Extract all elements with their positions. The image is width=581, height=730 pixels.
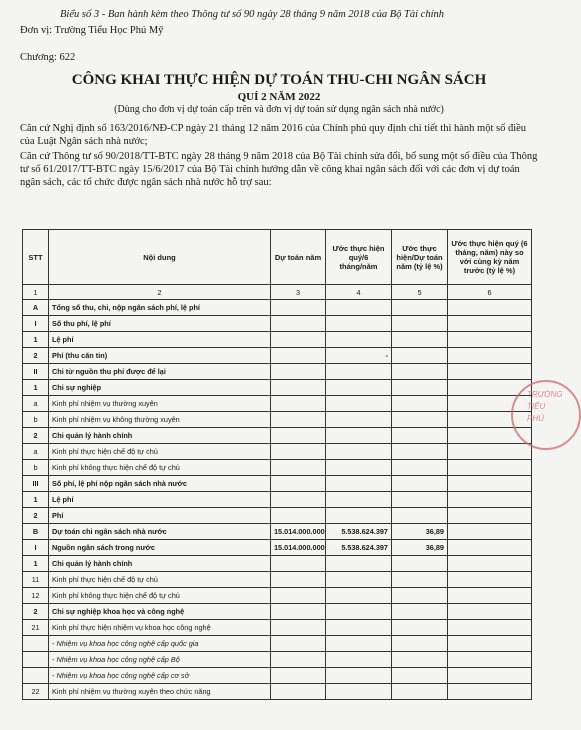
row-ratio-cell <box>392 412 448 428</box>
row-actual-cell <box>326 636 392 652</box>
official-stamp <box>511 380 581 450</box>
row-estimate-cell <box>271 460 326 476</box>
row-estimate-cell <box>271 620 326 636</box>
row-yoy-cell <box>448 492 532 508</box>
row-content-cell: Phí <box>49 508 271 524</box>
row-content-cell: Lệ phí <box>49 332 271 348</box>
row-actual-cell <box>326 620 392 636</box>
row-ratio-cell <box>392 636 448 652</box>
row-yoy-cell <box>448 444 532 460</box>
row-estimate-cell <box>271 556 326 572</box>
row-estimate-cell: 15.014.000.000 <box>271 540 326 556</box>
row-content-cell: Kinh phí nhiệm vụ không thường xuyên <box>49 412 271 428</box>
row-content-cell: Chi sự nghiệp <box>49 380 271 396</box>
row-yoy-cell <box>448 652 532 668</box>
row-actual-cell <box>326 684 392 700</box>
col-header-estimate: Dự toán năm <box>271 230 326 285</box>
row-stt-cell: b <box>23 460 49 476</box>
table-row <box>23 492 532 508</box>
row-content-cell: Chi quản lý hành chính <box>49 428 271 444</box>
row-estimate-cell <box>271 636 326 652</box>
col-header-ratio: Ước thực hiện/Dự toán năm (tỷ lệ %) <box>392 230 448 285</box>
row-yoy-cell <box>448 348 532 364</box>
form-note: Biểu số 3 - Ban hành kèm theo Thông tư số 90 ngày 28 tháng 9 năm 2018 của Bộ Tài chính <box>60 9 444 20</box>
row-ratio-cell <box>392 508 448 524</box>
row-content-cell: Kinh phí nhiệm vụ thường xuyên <box>49 396 271 412</box>
chapter-number: Chương: 622 <box>20 52 76 63</box>
table-row <box>23 668 532 684</box>
row-content-cell: Số phí, lệ phí nộp ngân sách nhà nước <box>49 476 271 492</box>
row-estimate-cell <box>271 300 326 316</box>
row-stt-cell: III <box>23 476 49 492</box>
row-ratio-cell: 36,89 <box>392 524 448 540</box>
row-stt-cell: a <box>23 444 49 460</box>
row-ratio-cell <box>392 364 448 380</box>
row-estimate-cell <box>271 668 326 684</box>
row-estimate-cell <box>271 412 326 428</box>
row-stt-cell <box>23 652 49 668</box>
index-cell: 3 <box>271 285 326 300</box>
row-actual-cell <box>326 492 392 508</box>
row-yoy-cell <box>448 316 532 332</box>
row-actual-cell <box>326 652 392 668</box>
row-stt-cell: 2 <box>23 348 49 364</box>
row-yoy-cell <box>448 556 532 572</box>
row-stt-cell: 2 <box>23 508 49 524</box>
row-content-cell: Kinh phí thực hiện chế độ tự chủ <box>49 444 271 460</box>
row-ratio-cell <box>392 444 448 460</box>
row-estimate-cell <box>271 380 326 396</box>
index-cell: 1 <box>23 285 49 300</box>
table-row <box>23 300 532 316</box>
row-stt-cell: 2 <box>23 428 49 444</box>
row-ratio-cell <box>392 332 448 348</box>
row-ratio-cell <box>392 588 448 604</box>
row-content-cell: Kinh phí nhiệm vụ thường xuyên theo chức năng <box>49 684 271 700</box>
row-ratio-cell <box>392 300 448 316</box>
row-ratio-cell <box>392 620 448 636</box>
stamp-text: PHÚ <box>527 414 544 423</box>
row-content-cell: - Nhiệm vụ khoa học công nghệ cấp quốc gia <box>49 636 271 652</box>
row-ratio-cell <box>392 652 448 668</box>
table-row <box>23 556 532 572</box>
row-ratio-cell <box>392 604 448 620</box>
index-cell: 6 <box>448 285 532 300</box>
row-estimate-cell <box>271 476 326 492</box>
row-content-cell: - Nhiệm vụ khoa học công nghệ cấp cơ sở <box>49 668 271 684</box>
column-index-row <box>23 285 532 300</box>
table-row <box>23 380 532 396</box>
row-yoy-cell <box>448 572 532 588</box>
row-ratio-cell <box>392 556 448 572</box>
row-ratio-cell <box>392 348 448 364</box>
table-row <box>23 652 532 668</box>
index-cell: 5 <box>392 285 448 300</box>
table-header-row <box>23 230 532 285</box>
row-ratio-cell <box>392 460 448 476</box>
table-row <box>23 524 532 540</box>
row-actual-cell <box>326 444 392 460</box>
document-subtitle: QUÍ 2 NĂM 2022 <box>237 91 321 103</box>
row-estimate-cell <box>271 588 326 604</box>
row-stt-cell: 11 <box>23 572 49 588</box>
document-title: CÔNG KHAI THỰC HIỆN DỰ TOÁN THU-CHI NGÂN SÁCH <box>71 72 487 88</box>
row-stt-cell: 1 <box>23 332 49 348</box>
row-stt-cell: 1 <box>23 492 49 508</box>
scope-note: (Dùng cho đơn vị dự toán cấp trên và đơn vị dự toán sử dụng ngân sách nhà nước) <box>114 104 444 115</box>
row-ratio-cell <box>392 380 448 396</box>
row-content-cell: Chi từ nguồn thu phí được để lại <box>49 364 271 380</box>
row-content-cell: Lệ phí <box>49 492 271 508</box>
row-estimate-cell <box>271 364 326 380</box>
legal-basis-2: Căn cứ Thông tư số 90/2018/TT-BTC ngày 28 tháng 9 năm 2018 của Bộ Tài chính sửa đổi, bổ sung một số điều của Thông tư số 61/2017/TT-BTC ngày 15/6/2017 của Bộ Tài chính hướng dẫn về công khai ngân sách đối với các đơn vị dự toán ngân sách, các tổ chức được ngân sách nhà nước hỗ trợ sau: <box>20 151 538 188</box>
row-actual-cell <box>326 396 392 412</box>
row-actual-cell <box>326 604 392 620</box>
table-row <box>23 316 532 332</box>
row-actual-cell <box>326 668 392 684</box>
row-stt-cell: 12 <box>23 588 49 604</box>
col-header-actual: Ước thực hiện quý/6 tháng/năm <box>326 230 392 285</box>
row-content-cell: Chi quản lý hành chính <box>49 556 271 572</box>
row-content-cell: Kinh phí không thực hiện chế độ tự chủ <box>49 460 271 476</box>
row-yoy-cell <box>448 524 532 540</box>
table-row <box>23 396 532 412</box>
row-stt-cell <box>23 668 49 684</box>
row-actual-cell <box>326 364 392 380</box>
row-actual-cell <box>326 572 392 588</box>
row-estimate-cell <box>271 396 326 412</box>
row-content-cell: Chi sự nghiệp khoa học và công nghệ <box>49 604 271 620</box>
row-estimate-cell <box>271 428 326 444</box>
row-actual-cell <box>326 556 392 572</box>
table-row <box>23 476 532 492</box>
stamp-text: TIỂU <box>527 402 546 411</box>
row-content-cell: Phí (thu căn tin) <box>49 348 271 364</box>
row-stt-cell: 2 <box>23 604 49 620</box>
table-row <box>23 636 532 652</box>
row-actual-cell: - <box>326 348 392 364</box>
row-stt-cell: a <box>23 396 49 412</box>
row-estimate-cell <box>271 316 326 332</box>
row-ratio-cell <box>392 492 448 508</box>
row-actual-cell <box>326 460 392 476</box>
table-row <box>23 364 532 380</box>
row-actual-cell <box>326 476 392 492</box>
index-cell: 2 <box>49 285 271 300</box>
row-stt-cell: 21 <box>23 620 49 636</box>
legal-basis-1: Căn cứ Nghị định số 163/2016/NĐ-CP ngày 21 tháng 12 năm 2016 của Chính phủ quy định chi tiết thi hành một số điều của Luật Ngân sách nhà nước; <box>20 123 527 147</box>
row-stt-cell: A <box>23 300 49 316</box>
row-stt-cell: I <box>23 540 49 556</box>
row-yoy-cell <box>448 620 532 636</box>
row-yoy-cell <box>448 588 532 604</box>
row-estimate-cell <box>271 492 326 508</box>
index-cell: 4 <box>326 285 392 300</box>
row-estimate-cell <box>271 332 326 348</box>
row-ratio-cell <box>392 572 448 588</box>
row-content-cell: Kinh phí không thực hiện chế độ tự chủ <box>49 588 271 604</box>
row-stt-cell: 1 <box>23 556 49 572</box>
row-estimate-cell <box>271 604 326 620</box>
row-estimate-cell <box>271 444 326 460</box>
table-row <box>23 508 532 524</box>
table-row <box>23 460 532 476</box>
row-yoy-cell <box>448 300 532 316</box>
row-yoy-cell <box>448 668 532 684</box>
row-actual-cell <box>326 588 392 604</box>
row-yoy-cell <box>448 684 532 700</box>
col-header-stt: STT <box>23 230 49 285</box>
row-actual-cell <box>326 508 392 524</box>
row-content-cell: - Nhiệm vụ khoa học công nghệ cấp Bộ <box>49 652 271 668</box>
row-estimate-cell <box>271 652 326 668</box>
row-yoy-cell <box>448 332 532 348</box>
row-content-cell: Số thu phí, lệ phí <box>49 316 271 332</box>
unit-name: Đơn vị: Trường Tiểu Học Phú Mỹ <box>20 25 164 36</box>
row-stt-cell: II <box>23 364 49 380</box>
row-yoy-cell <box>448 508 532 524</box>
row-ratio-cell <box>392 428 448 444</box>
row-content-cell: Tổng số thu, chi, nộp ngân sách phí, lệ phí <box>49 300 271 316</box>
row-yoy-cell <box>448 476 532 492</box>
table-row <box>23 588 532 604</box>
budget-table <box>22 229 532 700</box>
row-content-cell: Kinh phí thực hiện nhiệm vụ khoa học công nghệ <box>49 620 271 636</box>
table-row <box>23 604 532 620</box>
row-stt-cell: 1 <box>23 380 49 396</box>
row-actual-cell <box>326 412 392 428</box>
row-estimate-cell <box>271 684 326 700</box>
row-stt-cell: B <box>23 524 49 540</box>
table-row <box>23 444 532 460</box>
row-actual-cell <box>326 316 392 332</box>
col-header-yoy: Ước thực hiện quý (6 tháng, năm) này so với cùng kỳ năm trước (tỷ lệ %) <box>448 230 532 285</box>
row-estimate-cell: 15.014.000.000 <box>271 524 326 540</box>
row-ratio-cell <box>392 668 448 684</box>
col-header-content: Nội dung <box>49 230 271 285</box>
row-ratio-cell: 36,89 <box>392 540 448 556</box>
row-ratio-cell <box>392 396 448 412</box>
row-actual-cell: 5.538.624.397 <box>326 524 392 540</box>
row-stt-cell <box>23 636 49 652</box>
table-row <box>23 412 532 428</box>
table-row <box>23 428 532 444</box>
table-row <box>23 684 532 700</box>
row-yoy-cell <box>448 540 532 556</box>
row-ratio-cell <box>392 684 448 700</box>
row-actual-cell: 5.538.624.397 <box>326 540 392 556</box>
table-row <box>23 332 532 348</box>
row-estimate-cell <box>271 508 326 524</box>
row-ratio-cell <box>392 476 448 492</box>
row-actual-cell <box>326 428 392 444</box>
row-actual-cell <box>326 380 392 396</box>
table-row <box>23 540 532 556</box>
row-yoy-cell <box>448 460 532 476</box>
row-stt-cell: I <box>23 316 49 332</box>
stamp-text: TRƯỜNG <box>527 390 563 399</box>
row-yoy-cell <box>448 604 532 620</box>
row-yoy-cell <box>448 636 532 652</box>
row-content-cell: Kinh phí thực hiện chế độ tự chủ <box>49 572 271 588</box>
row-estimate-cell <box>271 572 326 588</box>
table-row <box>23 348 532 364</box>
row-yoy-cell <box>448 364 532 380</box>
row-actual-cell <box>326 332 392 348</box>
row-estimate-cell <box>271 348 326 364</box>
row-stt-cell: b <box>23 412 49 428</box>
row-ratio-cell <box>392 316 448 332</box>
row-actual-cell <box>326 300 392 316</box>
row-content-cell: Dự toán chi ngân sách nhà nước <box>49 524 271 540</box>
row-stt-cell: 22 <box>23 684 49 700</box>
table-row <box>23 620 532 636</box>
row-content-cell: Nguồn ngân sách trong nước <box>49 540 271 556</box>
table-row <box>23 572 532 588</box>
